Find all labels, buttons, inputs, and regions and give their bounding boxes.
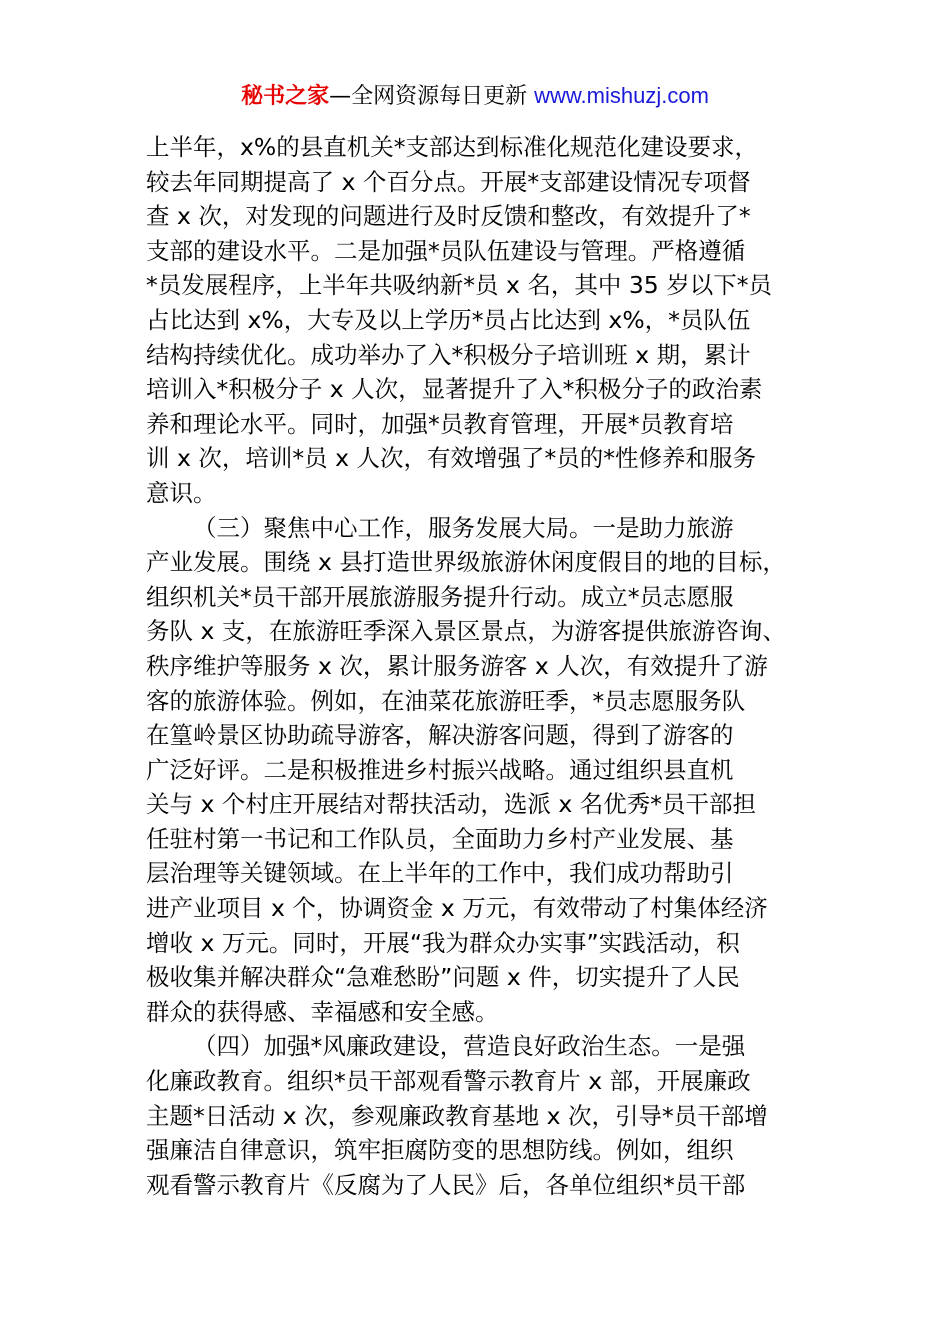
text-line: 客的旅游体验。例如，在油菜花旅游旺季，*员志愿服务队	[146, 686, 746, 715]
text-line: 上半年，x%的县直机关*支部达到标准化规范化建设要求，	[146, 133, 758, 161]
text-line: 占比达到 x%，大专及以上学历*员占比达到 x%，*员队伍	[146, 305, 751, 334]
text-line: 训 x 次，培训*员 x 人次，有效增强了*员的*性修养和服务	[146, 444, 756, 473]
site-header	[0, 80, 950, 113]
text-line: 任驻村第一书记和工作队员，全面助力乡村产业发展、基	[146, 824, 734, 853]
text-line: 培训入*积极分子 x 人次，显著提升了入*积极分子的政治素	[146, 375, 763, 404]
text-line: 养和理论水平。同时，加强*员教育管理，开展*员教育培	[146, 409, 734, 438]
text-line: 观看警示教育片《反腐为了人民》后，各单位组织*员干部	[146, 1170, 746, 1199]
text-line: 层治理等关键领域。在上半年的工作中，我们成功帮助引	[146, 859, 734, 888]
text-line: 产业发展。围绕 x 县打造世界级旅游休闲度假目的地的目标，	[146, 548, 786, 577]
site-tagline: —全网资源每日更新	[329, 84, 535, 109]
text-line: 群众的获得感、幸福感和安全感。	[146, 997, 499, 1026]
text-line: 强廉洁自律意识，筑牢拒腐防变的思想防线。例如，组织	[146, 1136, 734, 1165]
text-line: 极收集并解决群众“急难愁盼”问题 x 件，切实提升了人民	[146, 963, 740, 992]
document-body	[146, 130, 836, 1202]
text-line: 结构持续优化。成功举办了入*积极分子培训班 x 期，累计	[146, 340, 751, 369]
text-line: 务队 x 支，在旅游旺季深入景区景点，为游客提供旅游咨询、	[146, 617, 786, 646]
text-line: 广泛好评。二是积极推进乡村振兴战略。通过组织县直机	[146, 755, 734, 784]
text-line: 在篁岭景区协助疏导游客，解决游客问题，得到了游客的	[146, 721, 734, 750]
text-line: 较去年同期提高了 x 个百分点。开展*支部建设情况专项督	[146, 167, 751, 196]
text-line: 支部的建设水平。二是加强*员队伍建设与管理。严格遵循	[146, 236, 746, 265]
text-line: 进产业项目 x 个，协调资金 x 万元，有效带动了村集体经济	[146, 894, 768, 923]
section-heading-line: （三）聚焦中心工作，服务发展大局。一是助力旅游	[193, 513, 734, 542]
text-line: 查 x 次，对发现的问题进行及时反馈和整改，有效提升了*	[146, 202, 751, 231]
site-url-link[interactable]: www.mishuzj.com	[534, 83, 709, 108]
text-line: 组织机关*员干部开展旅游服务提升行动。成立*员志愿服	[146, 582, 734, 611]
text-line: 主题*日活动 x 次，参观廉政教育基地 x 次，引导*员干部增	[146, 1101, 768, 1130]
text-line: 化廉政教育。组织*员干部观看警示教育片 x 部，开展廉政	[146, 1067, 751, 1096]
text-line: 意识。	[146, 478, 217, 507]
site-brand: 秘书之家	[241, 84, 330, 109]
text-line: 增收 x 万元。同时，开展“我为群众办实事”实践活动，积	[146, 928, 740, 957]
text-line: 关与 x 个村庄开展结对帮扶活动，选派 x 名优秀*员干部担	[146, 790, 756, 819]
section-heading-line: （四）加强*风廉政建设，营造良好政治生态。一是强	[193, 1032, 746, 1061]
text-line: 秩序维护等服务 x 次，累计服务游客 x 人次，有效提升了游	[146, 651, 768, 680]
text-line: *员发展程序，上半年共吸纳新*员 x 名，其中 35 岁以下*员	[146, 271, 772, 300]
